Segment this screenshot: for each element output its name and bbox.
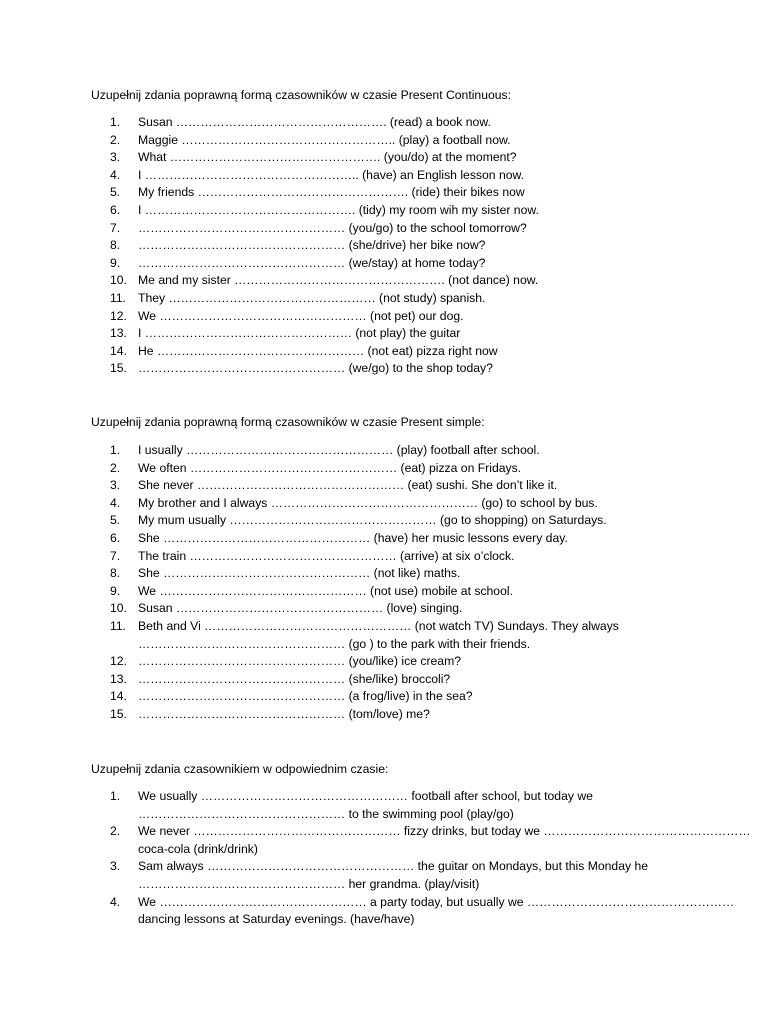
exercise-item [0, 688, 698, 706]
exercise-item [0, 495, 698, 513]
exercise-item [0, 237, 698, 255]
exercise-number: 12. [110, 654, 127, 669]
exercise-item [0, 788, 698, 823]
exercise-sentence: Sam always …………………………………………… the guitar on Mondays, but this Monday he [138, 859, 649, 874]
exercise-number: 5. [110, 513, 121, 528]
exercise-item [0, 308, 698, 326]
exercise-sentence: We …………………………………………… a party today, but usually we …………………………………………… [138, 894, 735, 909]
exercise-sentence: …………………………………………… (we/go) to the shop today? [138, 361, 493, 376]
exercise-item [0, 202, 698, 220]
exercise-number: 14. [110, 689, 127, 704]
exercise-list-mixed-tenses [0, 788, 751, 929]
exercise-number: 5. [110, 185, 121, 200]
exercise-item [0, 583, 698, 601]
exercise-number: 2. [110, 460, 121, 475]
exercise-sentence: …………………………………………… (go ) to the park with their friends. [138, 636, 531, 651]
exercise-item [0, 823, 751, 858]
exercise-number: 6. [110, 530, 121, 545]
exercise-number: 15. [110, 361, 127, 376]
exercise-item [0, 360, 698, 378]
exercise-sentence: She …………………………………………… (not like) maths. [138, 566, 461, 581]
exercise-item [0, 565, 698, 583]
exercise-number: 1. [110, 789, 121, 803]
exercise-item [0, 653, 698, 671]
exercise-number: 1. [110, 115, 121, 129]
exercise-sentence: She never …………………………………………… (eat) sushi. She don’t like it. [138, 478, 558, 493]
exercise-sentence: Me and my sister ……………………………………………. (not dance) now. [138, 273, 539, 288]
exercise-sentence: We usually …………………………………………… football after school, but today we [138, 789, 593, 803]
exercise-sentence: Beth and Vi …………………………………………… (not watch TV) Sundays. They always [138, 618, 619, 633]
exercise-number: 10. [110, 601, 127, 616]
exercise-number: 9. [110, 583, 121, 598]
exercise-item [0, 167, 698, 185]
exercise-number: 1. [110, 443, 121, 457]
exercise-item [0, 343, 698, 361]
exercise-sentence: …………………………………………… to the swimming pool (play/go) [138, 806, 514, 821]
exercise-item [0, 272, 698, 290]
exercise-sentence: What ……………………………………………. (you/do) at the moment? [138, 150, 517, 165]
exercise-sentence: dancing lessons at Saturday evenings. (have/have) [138, 912, 415, 927]
exercise-number: 4. [110, 167, 121, 182]
exercise-item [0, 290, 698, 308]
exercise-item [0, 255, 698, 273]
exercise-sentence: We often …………………………………………… (eat) pizza on Fridays. [138, 460, 522, 475]
exercise-number: 3. [110, 859, 121, 874]
exercise-item [0, 548, 698, 566]
exercise-number: 8. [110, 238, 121, 253]
exercise-number: 11. [110, 618, 127, 633]
exercise-sentence: …………………………………………… (tom/love) me? [138, 706, 430, 721]
exercise-sentence: Susan ……………………………………………. (read) a book now. [138, 115, 491, 129]
exercise-sentence: I usually …………………………………………… (play) football after school. [138, 443, 540, 457]
exercise-sentence: …………………………………………… her grandma. (play/visit) [138, 876, 480, 891]
exercise-item [0, 442, 698, 460]
exercise-number: 6. [110, 202, 121, 217]
exercise-item [0, 114, 698, 132]
exercise-number: 3. [110, 478, 121, 493]
exercise-item [0, 706, 698, 724]
exercise-item [0, 460, 698, 478]
exercise-number: 4. [110, 894, 121, 909]
exercise-number: 13. [110, 671, 127, 686]
exercise-number: 10. [110, 273, 127, 288]
exercise-number: 7. [110, 548, 121, 563]
exercise-number: 8. [110, 566, 121, 581]
exercise-number: 9. [110, 255, 121, 270]
exercise-item [0, 184, 698, 202]
exercise-item [0, 512, 698, 530]
exercise-sentence: The train …………………………………………… (arrive) at six o’clock. [138, 548, 515, 563]
exercise-list-present-simple [0, 442, 698, 724]
exercise-sentence: Susan …………………………………………… (love) singing. [138, 601, 463, 616]
exercise-sentence: Maggie …………………………………………….. (play) a football now. [138, 132, 511, 147]
exercise-number: 14. [110, 343, 127, 358]
exercise-sentence: We …………………………………………… (not pet) our dog. [138, 308, 464, 323]
exercise-sentence: I ……………………………………………. (tidy) my room wih my sister now. [138, 202, 539, 217]
exercise-number: 4. [110, 495, 121, 510]
exercise-sentence: I …………………………………………….. (have) an English lesson now. [138, 167, 525, 182]
exercise-item [0, 132, 698, 150]
exercise-item [0, 894, 735, 929]
exercise-sentence: My mum usually …………………………………………… (go to shopping) on Saturdays. [138, 513, 607, 528]
exercise-sentence: …………………………………………… (you/like) ice cream? [138, 654, 462, 669]
exercise-sentence: My friends ……………………………………………. (ride) their bikes now [138, 185, 525, 200]
exercise-number: 11. [110, 290, 127, 305]
section-heading-mixed-tenses: Uzupełnij zdania czasownikiem w odpowiednim czasie: [91, 762, 389, 776]
exercise-sentence: She …………………………………………… (have) her music lessons every day. [138, 530, 568, 545]
exercise-number: 3. [110, 150, 121, 165]
exercise-sentence: They …………………………………………… (not study) spanish. [138, 290, 486, 305]
section-heading-present-simple: Uzupełnij zdania poprawną formą czasowników w czasie Present simple: [91, 415, 485, 429]
exercise-sentence: …………………………………………… (you/go) to the school tomorrow? [138, 220, 527, 235]
exercise-number: 2. [110, 132, 121, 147]
section-heading-present-continuous: Uzupełnij zdania poprawną formą czasowników w czasie Present Continuous: [91, 88, 512, 102]
exercise-sentence: …………………………………………… (a frog/live) in the sea? [138, 689, 473, 704]
exercise-item [0, 600, 698, 618]
exercise-number: 2. [110, 824, 121, 839]
exercise-item [0, 618, 698, 653]
exercise-item [0, 220, 698, 238]
exercise-item [0, 477, 698, 495]
exercise-sentence: …………………………………………… (she/drive) her bike now? [138, 238, 486, 253]
exercise-item [0, 325, 698, 343]
exercise-number: 15. [110, 706, 127, 721]
exercise-number: 7. [110, 220, 121, 235]
exercise-sentence: He …………………………………………… (not eat) pizza right now [138, 343, 498, 358]
exercise-sentence: coca-cola (drink/drink) [138, 841, 258, 856]
exercise-item [0, 671, 698, 689]
exercise-sentence: …………………………………………… (we/stay) at home today? [138, 255, 486, 270]
exercise-list-present-continuous [0, 114, 698, 378]
exercise-sentence: My brother and I always …………………………………………… (go) to school by bus. [138, 495, 598, 510]
exercise-number: 13. [110, 326, 127, 341]
exercise-sentence: We never …………………………………………… fizzy drinks, but today we …………………………………………… [138, 824, 751, 839]
exercise-sentence: I …………………………………………… (not play) the guitar [138, 326, 461, 341]
exercise-item [0, 530, 698, 548]
exercise-item [0, 149, 698, 167]
exercise-sentence: We …………………………………………… (not use) mobile at school. [138, 583, 513, 598]
exercise-sentence: …………………………………………… (she/like) broccoli? [138, 671, 451, 686]
exercise-number: 12. [110, 308, 127, 323]
exercise-item [0, 858, 698, 893]
